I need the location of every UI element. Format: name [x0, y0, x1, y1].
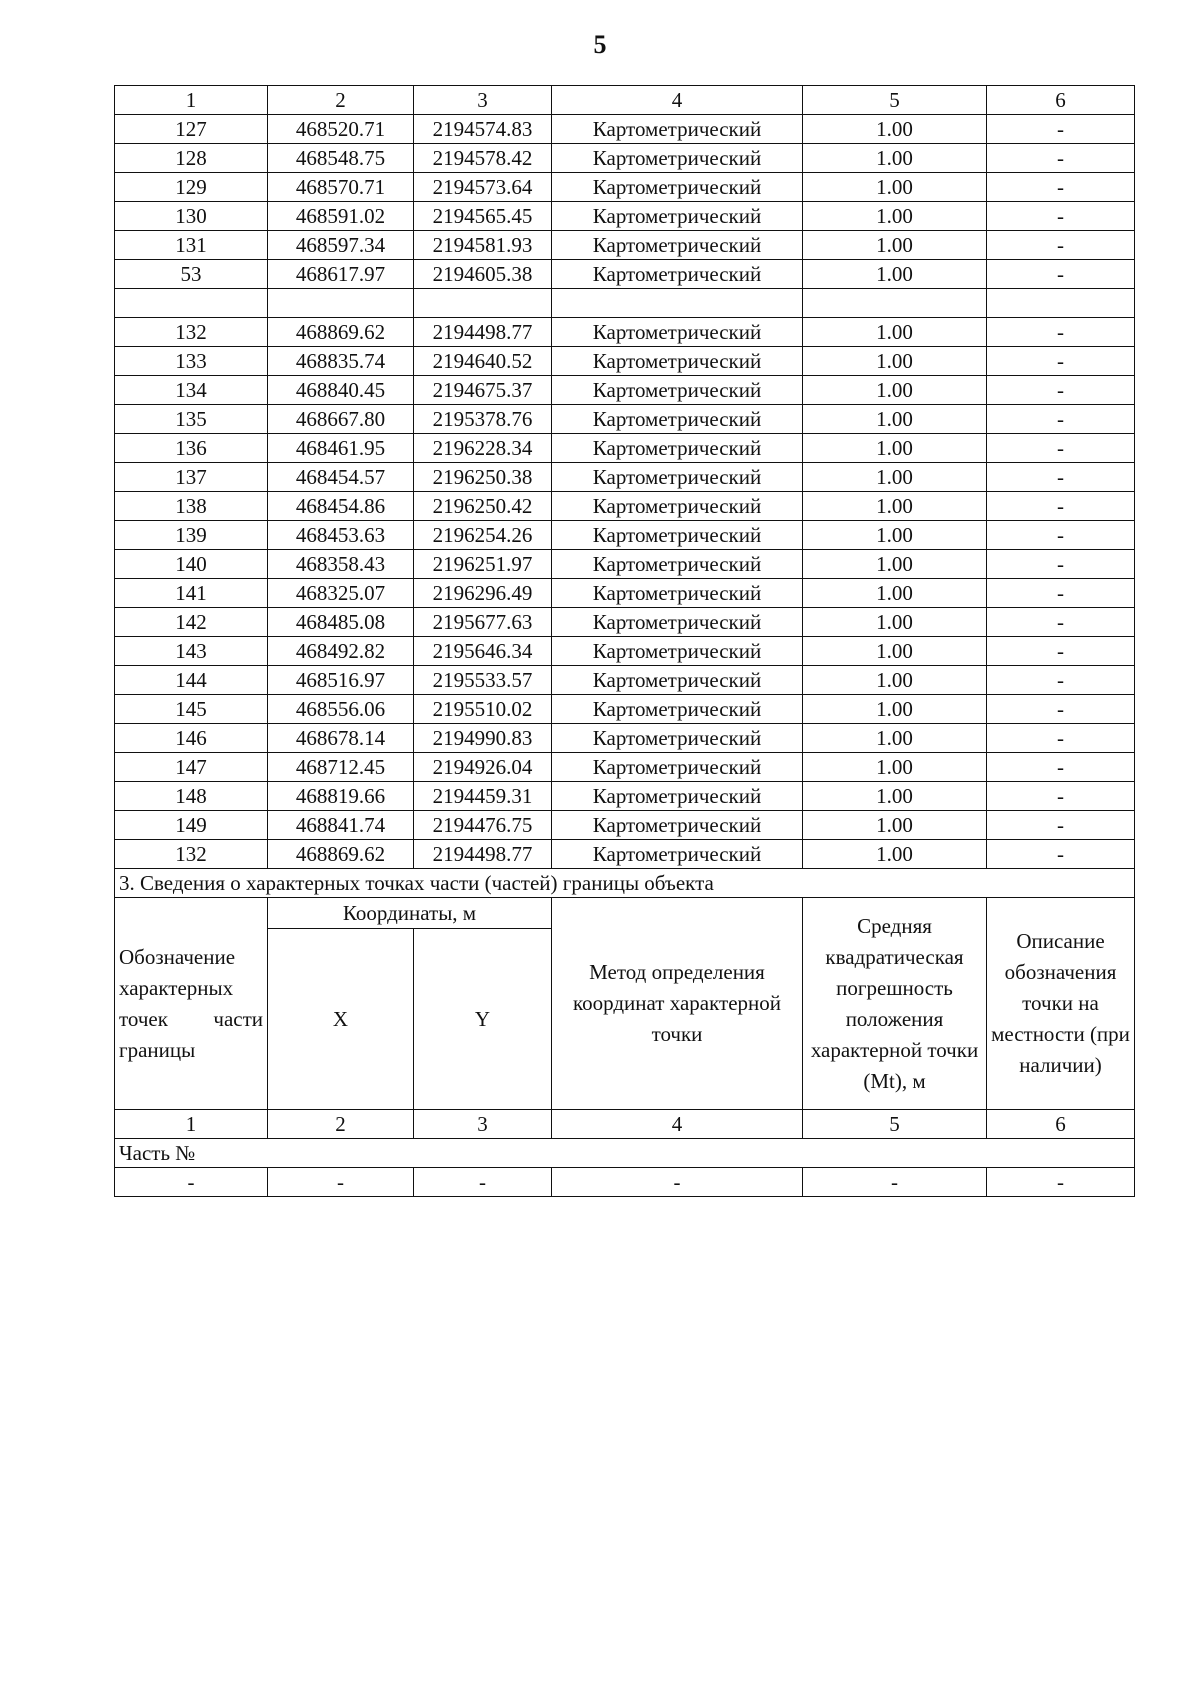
column-number: 4 [552, 86, 803, 115]
header-method: Метод определения координат характерной точки [552, 898, 803, 1110]
header-y: Y [414, 929, 552, 1110]
column-number: 1 [115, 86, 268, 115]
mt-cell: 1.00 [803, 202, 987, 231]
point-number-cell: 132 [115, 840, 268, 869]
table-row [115, 144, 1135, 173]
y-coordinate-cell: 2195533.57 [414, 666, 552, 695]
method-cell: Картометрический [552, 666, 803, 695]
x-coordinate-cell: 468453.63 [268, 521, 414, 550]
y-coordinate-cell: 2194573.64 [414, 173, 552, 202]
point-number-cell: 144 [115, 666, 268, 695]
mt-cell: 1.00 [803, 376, 987, 405]
point-number-cell: 145 [115, 695, 268, 724]
description-cell: - [987, 202, 1135, 231]
mt-cell: 1.00 [803, 405, 987, 434]
mt-cell: 1.00 [803, 521, 987, 550]
method-cell: Картометрический [552, 782, 803, 811]
point-number-cell: 127 [115, 115, 268, 144]
point-number-cell: 132 [115, 318, 268, 347]
x-coordinate-cell: 468454.86 [268, 492, 414, 521]
description-cell: - [987, 405, 1135, 434]
mt-cell: 1.00 [803, 753, 987, 782]
y-coordinate-cell: 2196296.49 [414, 579, 552, 608]
description-cell: - [987, 753, 1135, 782]
mt-cell: 1.00 [803, 463, 987, 492]
method-cell: Картометрический [552, 811, 803, 840]
table-row [115, 724, 1135, 753]
table-row [115, 666, 1135, 695]
description-cell: - [987, 637, 1135, 666]
x-coordinate-cell: 468548.75 [268, 144, 414, 173]
mt-cell: 1.00 [803, 231, 987, 260]
method-cell: Картометрический [552, 579, 803, 608]
empty-cell: - [987, 1168, 1135, 1197]
x-coordinate-cell: 468835.74 [268, 347, 414, 376]
x-coordinate-cell: 468454.57 [268, 463, 414, 492]
x-coordinate-cell: 468667.80 [268, 405, 414, 434]
method-cell: Картометрический [552, 115, 803, 144]
header-x: X [268, 929, 414, 1110]
point-number-cell: 135 [115, 405, 268, 434]
mt-cell: 1.00 [803, 695, 987, 724]
section-3-column-number-row [115, 1110, 1135, 1139]
method-cell: Картометрический [552, 231, 803, 260]
table-row [115, 202, 1135, 231]
method-cell: Картометрический [552, 144, 803, 173]
table-row [115, 840, 1135, 869]
x-coordinate-cell: 468358.43 [268, 550, 414, 579]
column-number: 2 [268, 86, 414, 115]
method-cell: Картометрический [552, 376, 803, 405]
mt-cell: 1.00 [803, 666, 987, 695]
method-cell: Картометрический [552, 463, 803, 492]
method-cell: Картометрический [552, 347, 803, 376]
empty-cell: - [803, 1168, 987, 1197]
table-row [115, 753, 1135, 782]
empty-cell: - [552, 1168, 803, 1197]
y-coordinate-cell: 2195646.34 [414, 637, 552, 666]
table-row [115, 579, 1135, 608]
description-cell: - [987, 347, 1135, 376]
table-row [115, 492, 1135, 521]
method-cell: Картометрический [552, 492, 803, 521]
table-row [115, 521, 1135, 550]
point-number-cell: 146 [115, 724, 268, 753]
empty-cell: - [268, 1168, 414, 1197]
description-cell: - [987, 840, 1135, 869]
description-cell: - [987, 608, 1135, 637]
x-coordinate-cell: 468678.14 [268, 724, 414, 753]
y-coordinate-cell: 2194498.77 [414, 840, 552, 869]
point-number-cell: 137 [115, 463, 268, 492]
description-cell: - [987, 376, 1135, 405]
y-coordinate-cell: 2195510.02 [414, 695, 552, 724]
x-coordinate-cell: 468325.07 [268, 579, 414, 608]
column-number: 5 [803, 1110, 987, 1139]
column-number: 5 [803, 86, 987, 115]
part-label-row [115, 1139, 1135, 1168]
header-designation: Обозначение характерных точек части границы [115, 898, 268, 1110]
header-description: Описание обозначения точки на местности (при наличии) [987, 898, 1135, 1110]
description-cell: - [987, 782, 1135, 811]
table-row [115, 347, 1135, 376]
mt-cell: 1.00 [803, 811, 987, 840]
column-number: 3 [414, 1110, 552, 1139]
table-row [115, 260, 1135, 289]
table-row [115, 434, 1135, 463]
description-cell: - [987, 666, 1135, 695]
y-coordinate-cell: 2196250.42 [414, 492, 552, 521]
table-row [115, 231, 1135, 260]
coordinates-table [114, 85, 1135, 1197]
method-cell: Картометрический [552, 173, 803, 202]
table-row [115, 405, 1135, 434]
mt-cell: 1.00 [803, 724, 987, 753]
description-cell: - [987, 695, 1135, 724]
point-number-cell: 134 [115, 376, 268, 405]
description-cell: - [987, 811, 1135, 840]
table-row [115, 376, 1135, 405]
mt-cell: 1.00 [803, 318, 987, 347]
y-coordinate-cell: 2194640.52 [414, 347, 552, 376]
x-coordinate-cell: 468516.97 [268, 666, 414, 695]
description-cell: - [987, 260, 1135, 289]
point-number-cell: 148 [115, 782, 268, 811]
table-row [115, 695, 1135, 724]
x-coordinate-cell: 468591.02 [268, 202, 414, 231]
table-row [115, 173, 1135, 202]
table-row [115, 637, 1135, 666]
x-coordinate-cell: 468841.74 [268, 811, 414, 840]
y-coordinate-cell: 2194581.93 [414, 231, 552, 260]
description-cell: - [987, 521, 1135, 550]
y-coordinate-cell: 2194574.83 [414, 115, 552, 144]
method-cell: Картометрический [552, 637, 803, 666]
point-number-cell: 149 [115, 811, 268, 840]
point-number-cell: 141 [115, 579, 268, 608]
empty-cell: - [115, 1168, 268, 1197]
y-coordinate-cell: 2195378.76 [414, 405, 552, 434]
x-coordinate-cell: 468869.62 [268, 318, 414, 347]
blank-cell [987, 289, 1135, 318]
column-number: 3 [414, 86, 552, 115]
table-row [115, 550, 1135, 579]
table-row [115, 782, 1135, 811]
table-row [115, 318, 1135, 347]
blank-cell [803, 289, 987, 318]
empty-cell: - [414, 1168, 552, 1197]
mt-cell: 1.00 [803, 347, 987, 376]
y-coordinate-cell: 2194578.42 [414, 144, 552, 173]
method-cell: Картометрический [552, 202, 803, 231]
mt-cell: 1.00 [803, 608, 987, 637]
mt-cell: 1.00 [803, 260, 987, 289]
x-coordinate-cell: 468570.71 [268, 173, 414, 202]
description-cell: - [987, 492, 1135, 521]
table-row [115, 115, 1135, 144]
x-coordinate-cell: 468617.97 [268, 260, 414, 289]
description-cell: - [987, 550, 1135, 579]
point-number-cell: 142 [115, 608, 268, 637]
table-row [115, 811, 1135, 840]
y-coordinate-cell: 2196251.97 [414, 550, 552, 579]
point-number-cell: 140 [115, 550, 268, 579]
blank-separator-row [115, 289, 1135, 318]
method-cell: Картометрический [552, 318, 803, 347]
point-number-cell: 130 [115, 202, 268, 231]
page-number: 5 [593, 30, 607, 59]
mt-cell: 1.00 [803, 144, 987, 173]
y-coordinate-cell: 2194498.77 [414, 318, 552, 347]
method-cell: Картометрический [552, 405, 803, 434]
y-coordinate-cell: 2194605.38 [414, 260, 552, 289]
point-number-cell: 53 [115, 260, 268, 289]
y-coordinate-cell: 2195677.63 [414, 608, 552, 637]
method-cell: Картометрический [552, 608, 803, 637]
y-coordinate-cell: 2194459.31 [414, 782, 552, 811]
x-coordinate-cell: 468485.08 [268, 608, 414, 637]
mt-cell: 1.00 [803, 637, 987, 666]
mt-cell: 1.00 [803, 115, 987, 144]
mt-cell: 1.00 [803, 550, 987, 579]
method-cell: Картометрический [552, 260, 803, 289]
y-coordinate-cell: 2196250.38 [414, 463, 552, 492]
y-coordinate-cell: 2196228.34 [414, 434, 552, 463]
x-coordinate-cell: 468712.45 [268, 753, 414, 782]
x-coordinate-cell: 468819.66 [268, 782, 414, 811]
header-coordinates: Координаты, м [268, 898, 552, 929]
description-cell: - [987, 318, 1135, 347]
y-coordinate-cell: 2194926.04 [414, 753, 552, 782]
blank-cell [414, 289, 552, 318]
y-coordinate-cell: 2196254.26 [414, 521, 552, 550]
section-3-title: 3. Сведения о характерных точках части (частей) границы объекта [115, 869, 1135, 898]
mt-cell: 1.00 [803, 492, 987, 521]
description-cell: - [987, 434, 1135, 463]
method-cell: Картометрический [552, 434, 803, 463]
point-number-cell: 131 [115, 231, 268, 260]
header-mt: Средняя квадратическая погрешность положения характерной точки (Mt), м [803, 898, 987, 1110]
x-coordinate-cell: 468492.82 [268, 637, 414, 666]
mt-cell: 1.00 [803, 434, 987, 463]
column-number: 6 [987, 1110, 1135, 1139]
y-coordinate-cell: 2194565.45 [414, 202, 552, 231]
point-number-cell: 143 [115, 637, 268, 666]
mt-cell: 1.00 [803, 840, 987, 869]
table-row [115, 463, 1135, 492]
mt-cell: 1.00 [803, 782, 987, 811]
description-cell: - [987, 144, 1135, 173]
method-cell: Картометрический [552, 695, 803, 724]
x-coordinate-cell: 468840.45 [268, 376, 414, 405]
x-coordinate-cell: 468597.34 [268, 231, 414, 260]
x-coordinate-cell: 468520.71 [268, 115, 414, 144]
point-number-cell: 139 [115, 521, 268, 550]
point-number-cell: 128 [115, 144, 268, 173]
description-cell: - [987, 579, 1135, 608]
mt-cell: 1.00 [803, 173, 987, 202]
y-coordinate-cell: 2194990.83 [414, 724, 552, 753]
method-cell: Картометрический [552, 840, 803, 869]
x-coordinate-cell: 468556.06 [268, 695, 414, 724]
method-cell: Картометрический [552, 724, 803, 753]
point-number-cell: 133 [115, 347, 268, 376]
column-number: 2 [268, 1110, 414, 1139]
column-number: 4 [552, 1110, 803, 1139]
description-cell: - [987, 231, 1135, 260]
y-coordinate-cell: 2194675.37 [414, 376, 552, 405]
section-3-header-row [115, 898, 1135, 929]
table-row [115, 608, 1135, 637]
column-number-row [115, 86, 1135, 115]
point-number-cell: 138 [115, 492, 268, 521]
blank-cell [552, 289, 803, 318]
method-cell: Картометрический [552, 550, 803, 579]
blank-cell [115, 289, 268, 318]
mt-cell: 1.00 [803, 579, 987, 608]
point-number-cell: 147 [115, 753, 268, 782]
part-empty-row [115, 1168, 1135, 1197]
section-3-title-row [115, 869, 1135, 898]
column-number: 6 [987, 86, 1135, 115]
point-number-cell: 129 [115, 173, 268, 202]
y-coordinate-cell: 2194476.75 [414, 811, 552, 840]
blank-cell [268, 289, 414, 318]
point-number-cell: 136 [115, 434, 268, 463]
description-cell: - [987, 724, 1135, 753]
x-coordinate-cell: 468461.95 [268, 434, 414, 463]
description-cell: - [987, 115, 1135, 144]
column-number: 1 [115, 1110, 268, 1139]
method-cell: Картометрический [552, 753, 803, 782]
x-coordinate-cell: 468869.62 [268, 840, 414, 869]
description-cell: - [987, 463, 1135, 492]
method-cell: Картометрический [552, 521, 803, 550]
part-label: Часть № [115, 1139, 1135, 1168]
description-cell: - [987, 173, 1135, 202]
